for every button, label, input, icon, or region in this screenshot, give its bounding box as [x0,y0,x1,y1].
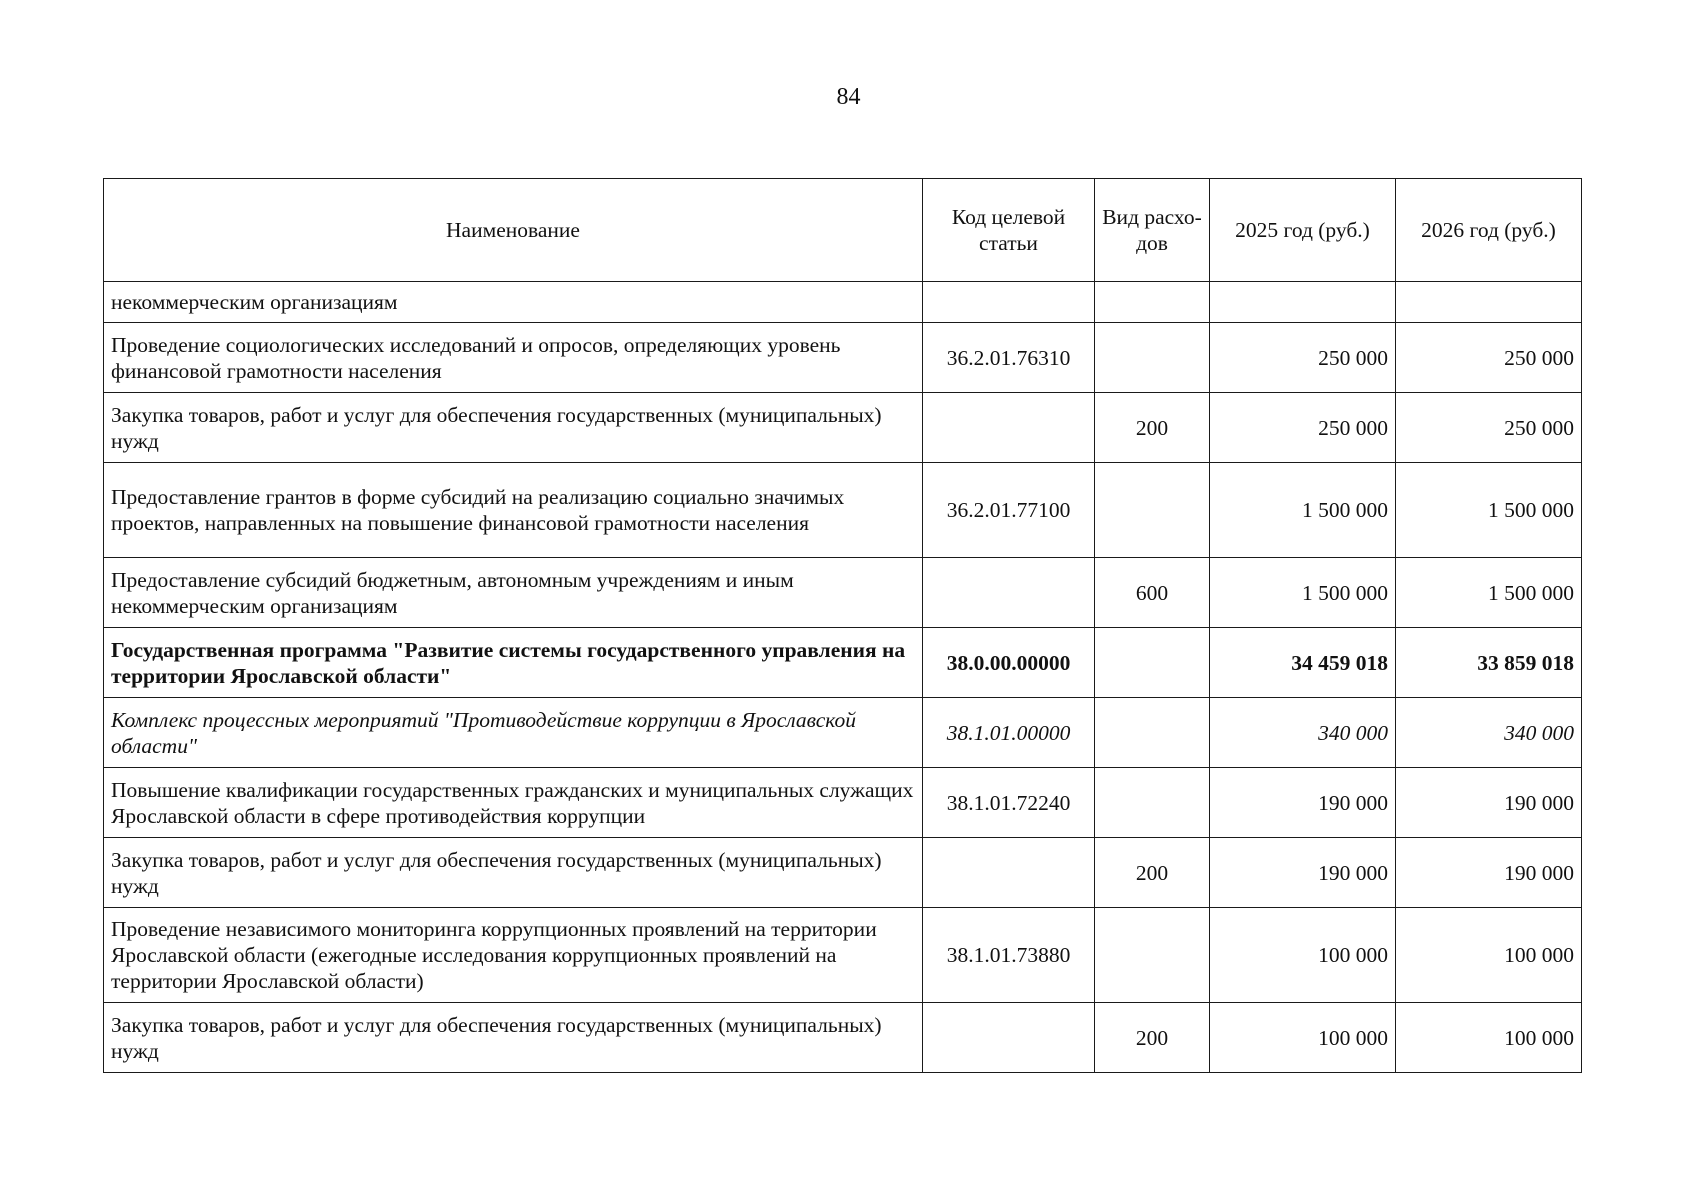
table-row [104,768,1582,838]
row-code: 38.1.01.73880 [923,908,1095,1003]
row-2026: 340 000 [1396,698,1582,768]
row-name: Проведение независимого мониторинга коррупционных проявлений на территории Ярославской области (ежегодные исследования коррупционных проявлений на территории Ярославской области) [104,908,923,1003]
row-code: 38.0.00.00000 [923,628,1095,698]
row-kind [1095,323,1210,393]
row-code [923,393,1095,463]
table-row [104,558,1582,628]
row-code [923,558,1095,628]
row-name: Закупка товаров, работ и услуг для обеспечения государственных (муниципальных) нужд [104,1003,923,1073]
row-2026: 250 000 [1396,393,1582,463]
row-2025: 250 000 [1210,323,1396,393]
row-kind [1095,908,1210,1003]
row-name: Государственная программа "Развитие системы государственного управления на территории Ярославской области" [104,628,923,698]
row-2025: 100 000 [1210,908,1396,1003]
row-2025: 100 000 [1210,1003,1396,1073]
table-row [104,323,1582,393]
row-2025: 1 500 000 [1210,558,1396,628]
row-2025 [1210,282,1396,323]
row-2025: 250 000 [1210,393,1396,463]
row-kind: 200 [1095,838,1210,908]
row-2026: 100 000 [1396,908,1582,1003]
row-code: 36.2.01.76310 [923,323,1095,393]
header-name: Наименование [104,179,923,282]
row-2026: 190 000 [1396,768,1582,838]
row-2026: 1 500 000 [1396,558,1582,628]
table-row [104,282,1582,323]
row-2026: 100 000 [1396,1003,1582,1073]
table-row [104,463,1582,558]
row-2025: 1 500 000 [1210,463,1396,558]
row-kind: 200 [1095,393,1210,463]
row-2025: 190 000 [1210,768,1396,838]
row-kind [1095,282,1210,323]
row-2026: 250 000 [1396,323,1582,393]
header-2026: 2026 год (руб.) [1396,179,1582,282]
header-kind: Вид расхо-дов [1095,179,1210,282]
row-code: 38.1.01.00000 [923,698,1095,768]
row-code: 38.1.01.72240 [923,768,1095,838]
table-row-complex [104,698,1582,768]
row-name: Комплекс процессных мероприятий "Противодействие коррупции в Ярославской области" [104,698,923,768]
table-row [104,838,1582,908]
row-2025: 34 459 018 [1210,628,1396,698]
row-kind [1095,628,1210,698]
row-name: Предоставление субсидий бюджетным, автономным учреждениям и иным некоммерческим организациям [104,558,923,628]
row-2026: 190 000 [1396,838,1582,908]
table-row [104,393,1582,463]
row-kind [1095,698,1210,768]
row-code [923,282,1095,323]
row-2025: 340 000 [1210,698,1396,768]
table-header-row [104,179,1582,282]
row-2026: 33 859 018 [1396,628,1582,698]
row-name: Повышение квалификации государственных гражданских и муниципальных служащих Ярославской области в сфере противодействия коррупции [104,768,923,838]
row-kind: 200 [1095,1003,1210,1073]
row-code [923,1003,1095,1073]
page-number: 84 [836,84,861,110]
row-2026 [1396,282,1582,323]
row-code: 36.2.01.77100 [923,463,1095,558]
table-row-program [104,628,1582,698]
row-kind: 600 [1095,558,1210,628]
row-name: некоммерческим организациям [104,282,923,323]
table-row [104,1003,1582,1073]
row-2025: 190 000 [1210,838,1396,908]
row-name: Предоставление грантов в форме субсидий на реализацию социально значимых проектов, направленных на повышение финансовой грамотности населения [104,463,923,558]
budget-table [103,178,1582,1073]
row-2026: 1 500 000 [1396,463,1582,558]
row-name: Проведение социологических исследований и опросов, определяющих уровень финансовой грамотности населения [104,323,923,393]
table-row [104,908,1582,1003]
row-kind [1095,463,1210,558]
header-2025: 2025 год (руб.) [1210,179,1396,282]
row-name: Закупка товаров, работ и услуг для обеспечения государственных (муниципальных) нужд [104,393,923,463]
row-code [923,838,1095,908]
row-kind [1095,768,1210,838]
row-name: Закупка товаров, работ и услуг для обеспечения государственных (муниципальных) нужд [104,838,923,908]
header-code: Код целевой статьи [923,179,1095,282]
